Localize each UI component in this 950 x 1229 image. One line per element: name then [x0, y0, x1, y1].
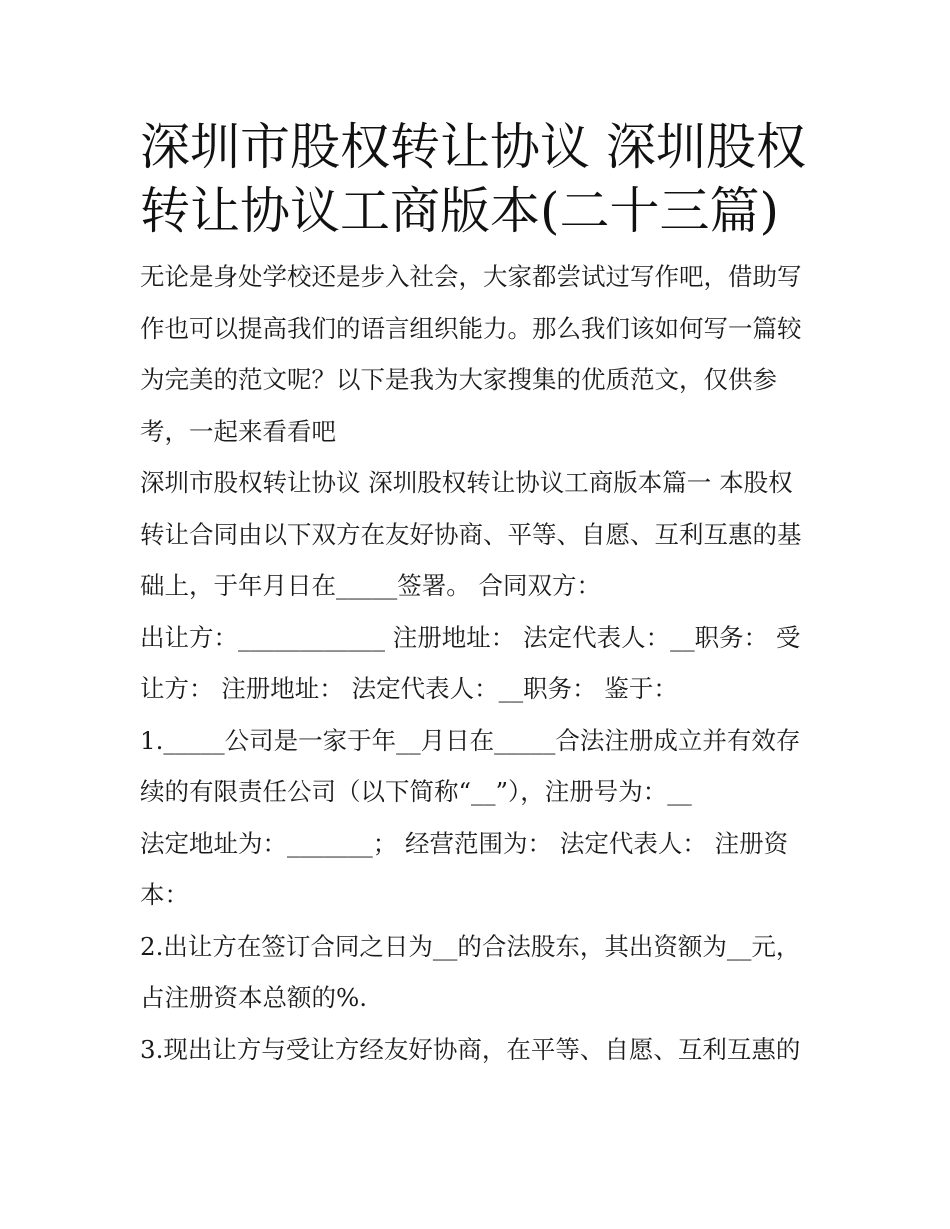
- title-line: 深圳市股权转让协议 深圳股权: [140, 118, 806, 176]
- body-line: 让方： 注册地址： 法定代表人：__职务： 鉴于：: [140, 674, 678, 703]
- document-body: [140, 251, 820, 1075]
- body-line: 法定地址为：_______； 经营范围为： 法定代表人： 注册资: [140, 828, 789, 858]
- body-line: 作也可以提高我们的语言组织能力。那么我们该如何写一篇较: [140, 313, 802, 343]
- body-line: 3.现出让方与受让方经友好协商，在平等、自愿、互利互惠的: [140, 1034, 801, 1064]
- body-line: 无论是身处学校还是步入社会，大家都尝试过写作吧，借助写: [140, 262, 802, 291]
- title-line: 转让协议工商版本(二十三篇): [140, 182, 780, 240]
- body-line: 2.出让方在签订合同之日为__的合法股东，其出资额为__元，: [140, 931, 801, 961]
- body-line: 1._____公司是一家于年__月日在_____合法注册成立并有效存: [140, 725, 801, 755]
- body-line: 出让方：____________ 注册地址： 法定代表人：__职务： 受: [140, 622, 801, 652]
- document-title: [140, 115, 820, 243]
- body-line: 续的有限责任公司（以下简称“__”），注册号为：__: [140, 777, 692, 806]
- body-line: 转让合同由以下双方在友好协商、平等、自愿、互利互惠的基: [140, 519, 802, 549]
- body-line: 本：: [140, 880, 189, 909]
- body-line: 占注册资本总额的%.: [140, 983, 368, 1012]
- body-line: 为完美的范文呢？以下是我为大家搜集的优质范文，仅供参: [140, 365, 777, 394]
- document-content: [140, 115, 820, 1075]
- body-line: 深圳市股权转让协议 深圳股权转让协议工商版本篇一 本股权: [140, 468, 793, 497]
- body-line: 考，一起来看看吧: [140, 416, 336, 446]
- body-line: 础上，于年月日在_____签署。 合同双方：: [140, 571, 602, 600]
